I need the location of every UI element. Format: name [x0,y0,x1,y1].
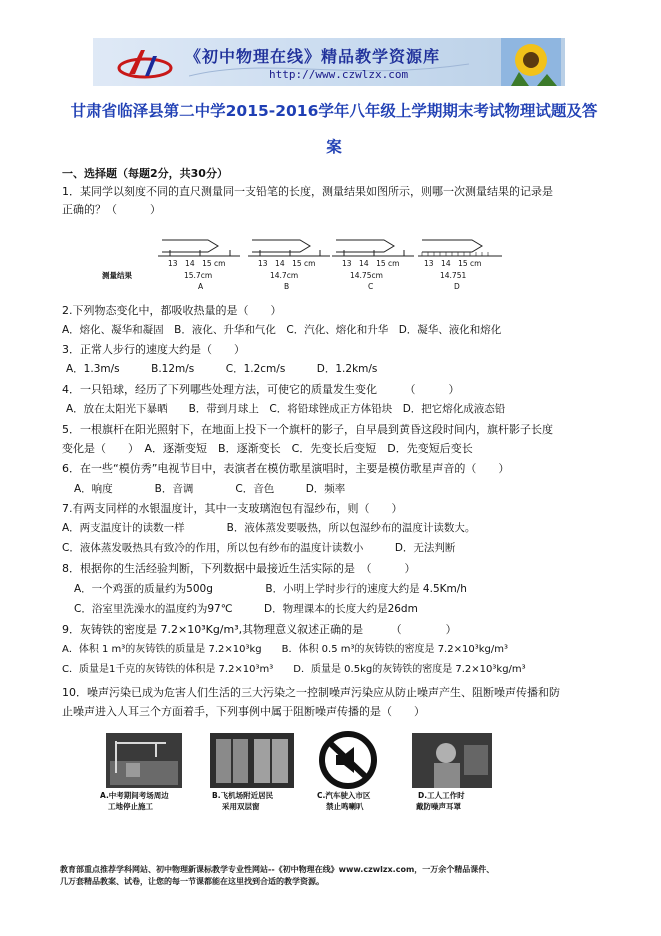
ruler-a-result: 15.7cm [184,271,213,280]
sunflower-image [501,38,561,86]
q9-stem: 9．灰铸铁的密度是 7.2×10³Kg/m³,其物理意义叙述正确的是 （ ） [62,623,457,636]
footer-line1: 教育部重点推荐学科网站、初中物理新课标教学专业性网站--《初中物理在线》www.czwlzx.com，一万余个精品课件、 [60,865,495,874]
q2-stem: 2.下列物态变化中，都吸收热量的是（ ） [62,304,282,317]
q6-options: A．响度 B．音调 C．音色 D．频率 [74,483,346,495]
footer-line2: 几万套精品教案、试卷，让您的每一节课都能在这里找到合适的教学资源。 [60,877,324,886]
q8-options-ab: A．一个鸡蛋的质量约为500g B．小明上学时步行的速度大约是 4.5Km/h [74,583,467,595]
q7-options-cd: C．液体蒸发吸热具有致冷的作用，所以包有纱布的温度计读数小 D．无法判断 [62,542,456,554]
banner-url[interactable]: http://www.czwlzx.com [269,68,409,81]
page-footer [60,864,620,888]
ruler-d-result: 14.751 [440,271,467,280]
q10-no-horn-sign-icon [318,731,378,789]
q10-caption-a-line2: 工地停止施工 [108,802,153,811]
ruler-c-ticks: 13 14 15 cm [342,259,400,268]
q10-photo-b-window [210,733,294,788]
page-title: 甘肃省临泽县第二中学2015-2016学年八年级上学期期末考试物理试题及答案 [70,102,598,156]
q9-options-cd: C．质量是1千克的灰铸铁的体积是 7.2×10³m³ D．质量是 0.5kg的灰铸铁的密度是 7.2×10³kg/m³ [62,664,526,675]
banner-title: 《初中物理在线》精品教学资源库 [185,47,441,66]
q2-options: A．熔化、凝华和凝固 B．液化、升华和气化 C．汽化、熔化和升华 D．凝华、液化和熔化 [62,324,502,336]
q9-options-ab: A．体积 1 m³的灰铸铁的质量是 7.2×10³kg B．体积 0.5 m³的灰铸铁的密度是 7.2×10³kg/m³ [62,644,508,655]
q6-stem: 6．在一些“模仿秀”电视节目中，表演者在模仿歌星演唱时，主要是模仿歌星声音的（ ） [62,462,510,475]
q10-caption-b-line1: B.飞机场附近居民 [212,791,274,800]
q5-stem-line1: 5．一根旗杆在阳光照射下，在地面上投下一个旗杆的影子，自早晨到黄昏这段时间内，旗杆影子长度 [62,423,553,436]
site-logo [115,44,175,82]
ruler-c-letter: C [368,282,374,291]
q10-caption-d-line1: D.工人工作时 [418,791,465,800]
ruler-b-letter: B [284,282,290,291]
ruler-result-label: 测量结果 [102,271,132,280]
ruler-a-ticks: 13 14 15 cm [168,259,226,268]
ruler-b-result: 14.7cm [270,271,299,280]
q10-stem-line2: 止噪声进入人耳三个方面着手，下列事例中属于阻断噪声传播的是（ ） [62,705,425,718]
q10-caption-d-line2: 戴防噪声耳罩 [416,802,461,811]
q8-options-cd: C．浴室里洗澡水的温度约为97℃ D．物理课本的长度大约是26dm [74,603,418,615]
q1-stem-line2: 正确的？（ ） [62,203,161,216]
q10-photo-a-construction [106,733,182,788]
ruler-d-ticks: 13 14 15 cm [424,259,482,268]
q10-caption-b-line2: 采用双层窗 [222,802,260,811]
ruler-d-letter: D [454,282,460,291]
q3-options: A．1.3m/s B.12m/s C．1.2cm/s D．1.2km/s [66,363,378,375]
q10-caption-a-line1: A.中考期间考场周边 [100,791,169,800]
section-heading: 一、选择题（每题2分，共30分） [62,167,228,180]
q4-options: A．放在太阳光下暴晒 B．带到月球上 C．将铅球锉成正方体铅块 D．把它熔化成液态铅 [66,403,506,415]
q7-options-ab: A．两支温度计的读数一样 B．液体蒸发要吸热，所以包湿纱布的温度计读数大。 [62,522,476,534]
ruler-c-result: 14.75cm [350,271,383,280]
header-banner [93,38,565,86]
q8-stem: 8．根据你的生活经验判断，下列数据中最接近生活实际的是 （ ） [62,562,416,575]
q3-stem: 3．正常人步行的速度大约是（ ） [62,343,245,356]
q1-ruler-figure [100,226,520,292]
ruler-a-letter: A [198,282,204,291]
ruler-b-ticks: 13 14 15 cm [258,259,316,268]
q1-stem-line1: 1．某同学以刻度不同的直尺测量同一支铅笔的长度，测量结果如图所示，则哪一次测量结果的记录是 [62,185,553,198]
q10-caption-c-line2: 禁止鸣喇叭 [326,802,364,811]
q4-stem: 4．一只铅球，经历了下列哪些处理方法，可使它的质量发生变化 （ ） [62,383,460,396]
q5-stem-line2: 变化是（ ） A．逐渐变短 B．逐渐变长 C．先变长后变短 D．先变短后变长 [62,442,473,455]
q7-stem: 7.有两支同样的水银温度计，其中一支玻璃泡包有湿纱布，则（ ） [62,502,403,515]
q10-stem-line1: 10．噪声污染已成为危害人们生活的三大污染之一控制噪声污染应从防止噪声产生、阻断噪声传播和防 [62,686,560,699]
q10-caption-c-line1: C.汽车驶入市区 [317,791,371,800]
q10-photo-d-earmuffs [412,733,492,788]
